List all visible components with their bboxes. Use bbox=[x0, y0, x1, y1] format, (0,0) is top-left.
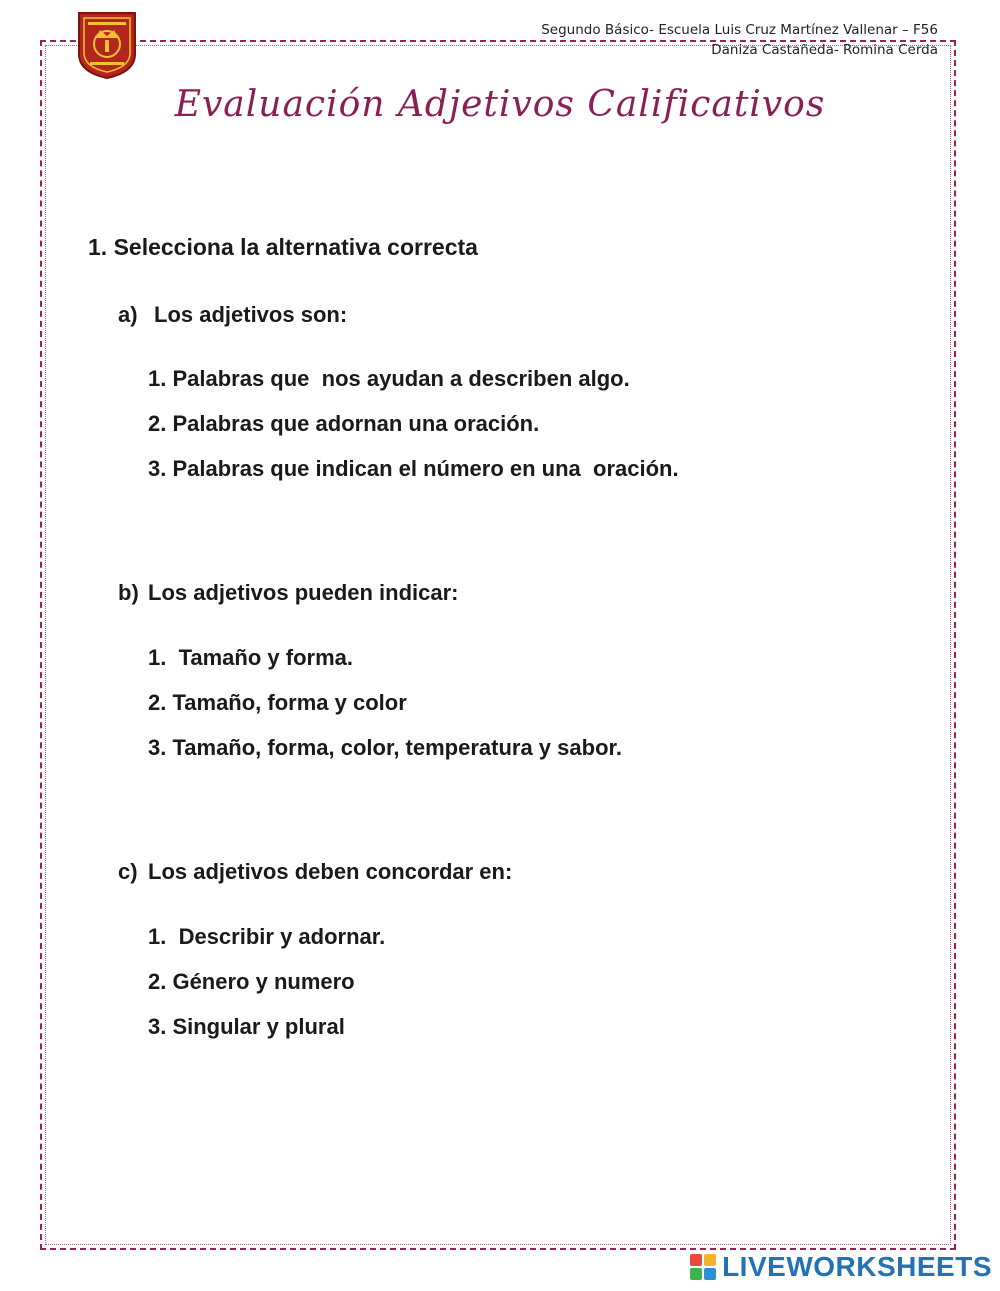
option-a-3[interactable]: 3. Palabras que indican el número en una oración. bbox=[148, 456, 679, 481]
question-1-label: 1. Selecciona la alternativa correcta bbox=[88, 234, 478, 260]
option-b-2[interactable]: 2. Tamaño, forma y color bbox=[148, 690, 407, 715]
page-title: Evaluación Adjetivos Calificativos bbox=[174, 84, 826, 125]
option-c-3[interactable]: 3. Singular y plural bbox=[148, 1014, 345, 1039]
subquestion-a-letter: a) bbox=[118, 302, 138, 327]
option-c-2[interactable]: 2. Género y numero bbox=[148, 969, 355, 994]
school-logo bbox=[76, 10, 138, 80]
option-a-1[interactable]: 1. Palabras que nos ayudan a describen algo. bbox=[148, 366, 630, 391]
watermark-text: LIVEWORKSHEETS bbox=[722, 1251, 992, 1282]
header-authors-line: Daniza Castañeda- Romina Cerda bbox=[711, 42, 938, 58]
header-school-line: Segundo Básico- Escuela Luis Cruz Martínez Vallenar – F56 bbox=[541, 22, 938, 38]
liveworksheets-watermark bbox=[690, 1251, 992, 1283]
option-b-3[interactable]: 3. Tamaño, forma, color, temperatura y sabor. bbox=[148, 735, 622, 760]
option-a-2[interactable]: 2. Palabras que adornan una oración. bbox=[148, 411, 540, 436]
subquestion-b-letter: b) bbox=[118, 580, 139, 605]
header-info bbox=[541, 20, 938, 60]
option-c-1[interactable]: 1. Describir y adornar. bbox=[148, 924, 386, 949]
subquestion-c-text: Los adjetivos deben concordar en: bbox=[148, 859, 513, 884]
subquestion-c bbox=[118, 859, 512, 885]
subquestion-c-letter: c) bbox=[118, 859, 138, 884]
liveworksheets-logo-icon bbox=[690, 1254, 716, 1280]
option-b-1[interactable]: 1. Tamaño y forma. bbox=[148, 645, 353, 670]
subquestion-b-text: Los adjetivos pueden indicar: bbox=[148, 580, 459, 605]
subquestion-b bbox=[118, 580, 459, 606]
subquestion-a bbox=[118, 302, 347, 328]
subquestion-a-text: Los adjetivos son: bbox=[154, 302, 348, 327]
